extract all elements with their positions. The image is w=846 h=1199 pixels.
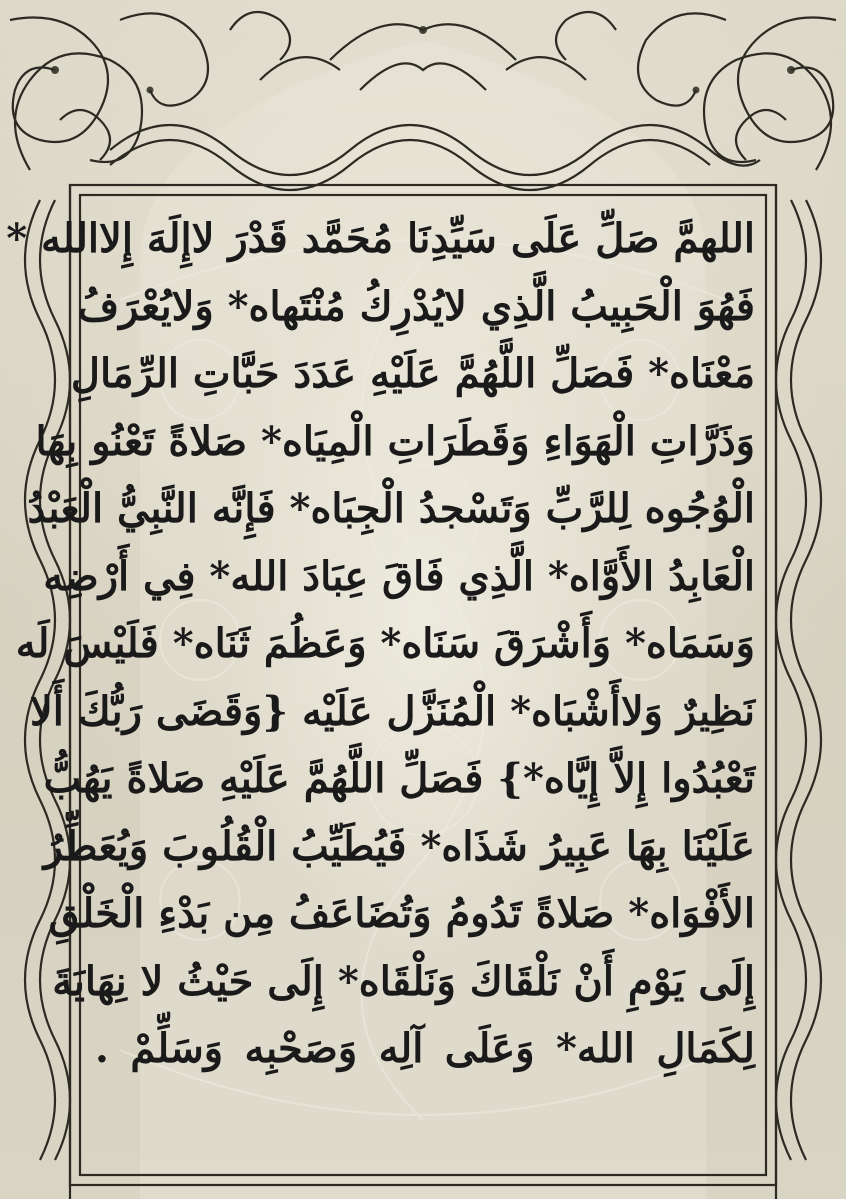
text-line: الأَفْوَاه* صَلاةً تَدُومُ وَتُضَاعَفُ مِن بَدْءِ الْخَلْقِ [48, 890, 755, 937]
text-line: عَلَيْنَا بِهَا عَبِيرُ شَذَاه* فَيُطَيِّبُ الْقُلُوبَ وَيُعَطِّرُ [43, 822, 755, 870]
text-line: وَذَرَّاتِ الْهَوَاءِ وَقَطَرَاتِ الْمِيَاه* صَلاةً تَعْنُو بِهَا [35, 417, 755, 465]
text-line: نَظِيرٌ وَلاأَشْبَاه* الْمُنَزَّل عَلَيْه {وَقَضَى رَبُّكَ أَلا [29, 687, 755, 735]
text-line: اللهمَّ صَلِّ عَلَى سَيِّدِنَا مُحَمَّد قَدْرَ لاإِلَهَ إِلاالله * [6, 215, 755, 262]
text-line: لِكَمَالِ الله* وَعَلَى آلِه وَصَحْبِه وَسَلِّمْ . [95, 1025, 755, 1072]
text-line: مَعْنَاه* فَصَلِّ اللَّهُمَّ عَلَيْهِ عَدَدَ حَبَّاتِ الرِّمَالِ [70, 350, 755, 397]
text-line: فَهُوَ الْحَبِيبُ الَّذِي لايُدْرِكُ مُنْتَهاه* وَلايُعْرَفُ [77, 282, 755, 330]
text-line: الْوُجُوه لِلرَّبِّ وَتَسْجدُ الْجِبَاه* فَإِنَّه النَّبِيُّ الْعَبْدُ [27, 485, 755, 532]
prayer-text [6, 205, 755, 1185]
text-line: إِلَى يَوْمِ أَنْ نَلْقَاكَ وَنَلْقَاه* إِلَى حَيْثُ لا نِهَايَةَ [52, 957, 755, 1005]
text-line: وَسَمَاه* وَأَشْرَقَ سَنَاه* وَعَظُمَ ثَنَاه* فَلَيْسَ لَه [15, 620, 755, 667]
text-line: تَعْبُدُوا إِلاَّ إِيَّاه*} فَصَلِّ اللَّهُمَّ عَلَيْهِ صَلاةً يَهُبُّ [43, 755, 755, 802]
text-line: الْعَابِدُ الأَوَّاه* الَّذِي فَاقَ عِبَادَ الله* فِي أَرْضِه [43, 552, 755, 600]
